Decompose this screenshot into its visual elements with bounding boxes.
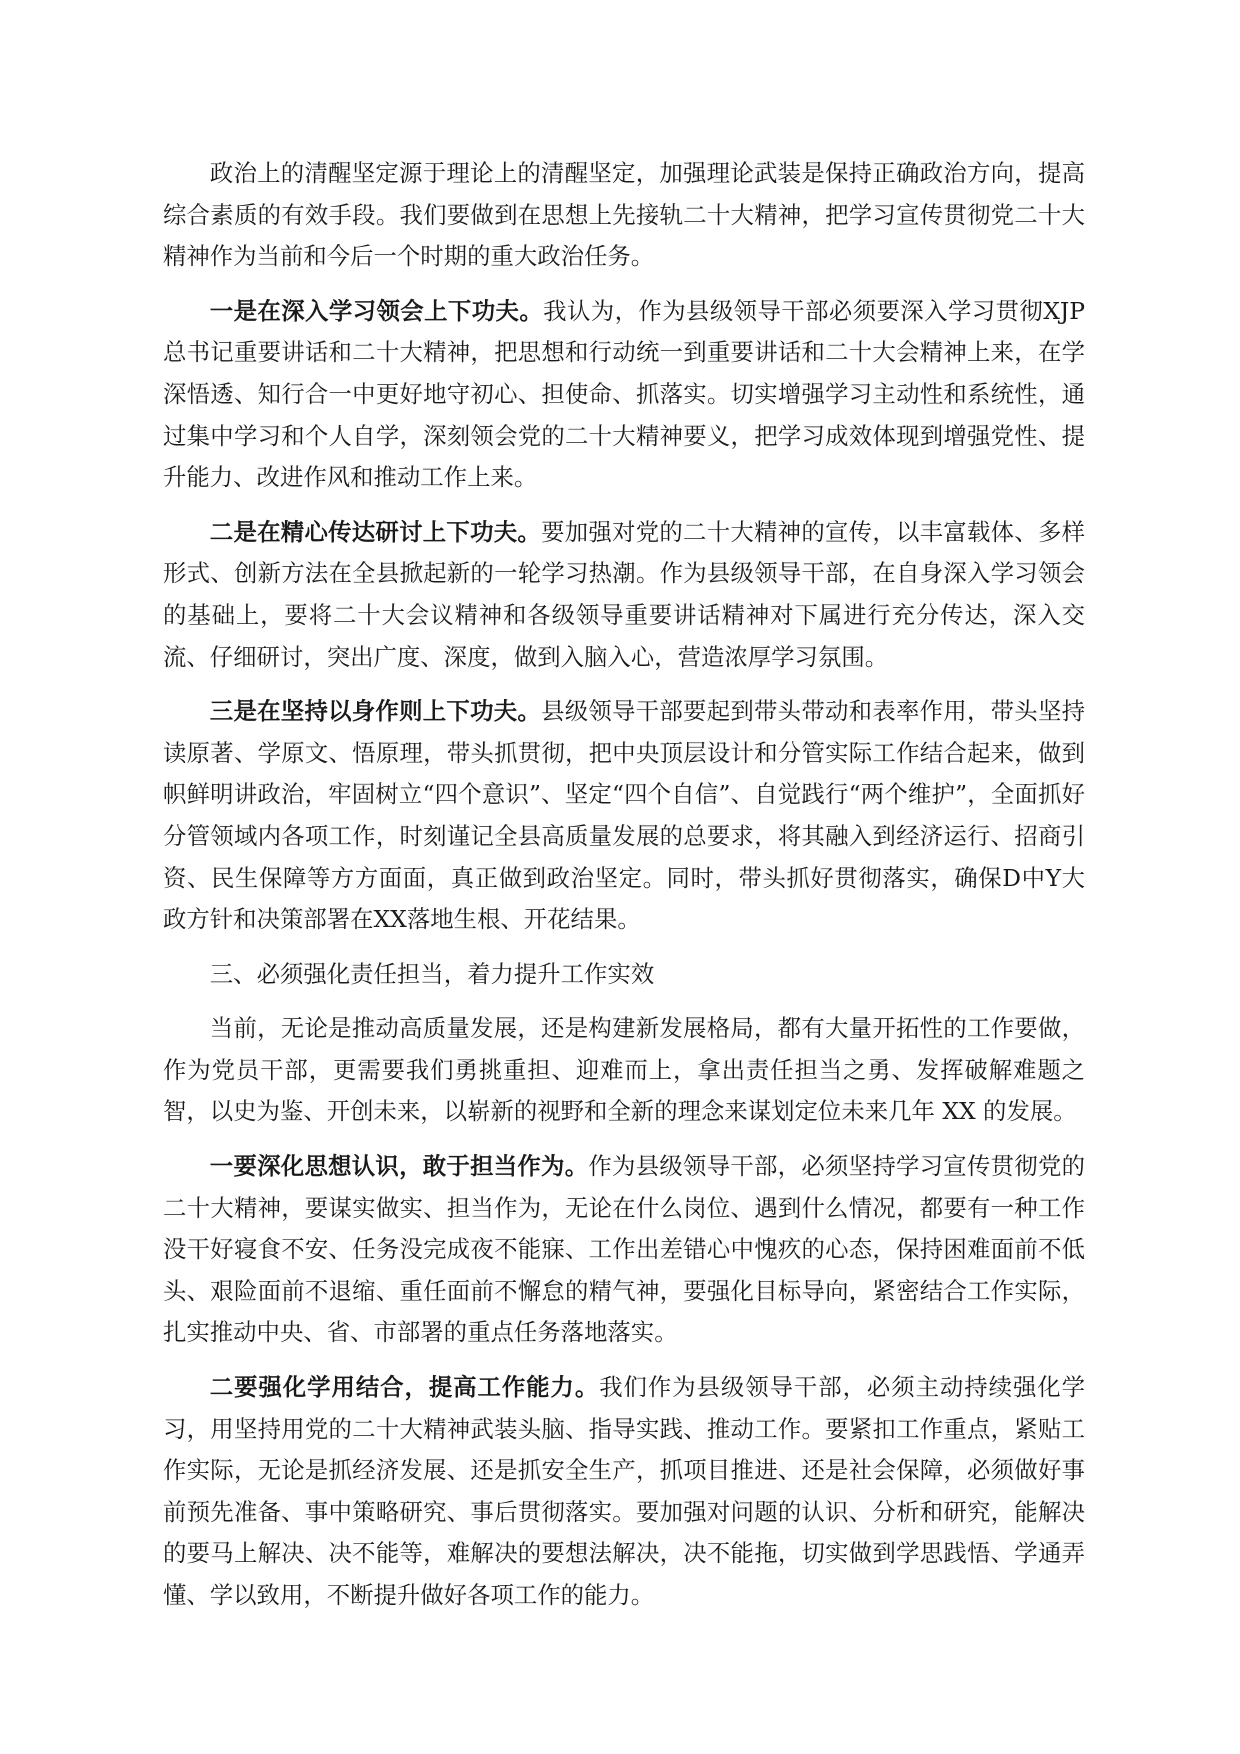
section-heading <box>163 954 1085 996</box>
paragraph-point-3 <box>163 691 1085 941</box>
paragraph-text: 要加强对党的二十大精神的宣传，以丰富载体、多样形式、创新方法在全县掀起新的一轮学习热潮。作为县级领导干部，在自身深入学习领会的基础上，要将二十大会议精神和各级领导重要讲话精神对下属进行充分传达，深入交流、仔细研讨，突出广度、深度，做到入脑入心，营造浓厚学习氛围。 <box>163 517 1086 671</box>
paragraph-intro <box>163 153 1085 278</box>
paragraph-lead: 一要深化思想认识，敢于担当作为。 <box>209 1152 589 1181</box>
paragraph-lead: 三是在坚持以身作则上下功夫。 <box>209 697 542 726</box>
paragraph-lead: 二要强化学用结合，提高工作能力。 <box>209 1373 600 1402</box>
paragraph-text: 县级领导干部要起到带头带动和表率作用，带头坚持读原著、学原文、悟原理，带头抓贯彻，把中央顶层设计和分管实际工作结合起来，做到帜鲜明讲政治，牢固树立“四个意识”、坚定“四个自信”、自觉践行“两个维护”，全面抓好分管领域内各项工作，时刻谨记全县高质量发展的总要求，将其融入到经济运行、招商引资、民生保障等方方面面，真正做到政治坚定。同时，带头抓好贯彻落实，确保D中Y大政方针和决策部署在XX落地生根、开花结果。 <box>163 697 1086 934</box>
paragraph-text: 我认为，作为县级领导干部必须要深入学习贯彻XJP总书记重要讲话和二十大精神，把思想和行动统一到重要讲话和二十大会精神上来，在学深悟透、知行合一中更好地守初心、担使命、抓落实。切实增强学习主动性和系统性，通过集中学习和个人自学，深刻领会党的二十大精神要义，把学习成效体现到增强党性、提升能力、改进作风和推动工作上来。 <box>163 296 1085 492</box>
section-heading-text: 三、必须强化责任担当，着力提升工作实效 <box>209 959 655 988</box>
document-page <box>163 153 1085 1630</box>
paragraph-text: 当前，无论是推动高质量发展，还是构建新发展格局，都有大量开拓性的工作要做，作为党员干部，更需要我们勇挑重担、迎难而上，拿出责任担当之勇、发挥破解难题之智，以史为鉴、开创未来，以崭新的视野和全新的理念来谋划定位未来几年 XX 的发展。 <box>163 1014 1085 1126</box>
paragraph-requirement-1 <box>163 1146 1085 1354</box>
paragraph-point-2 <box>163 512 1085 678</box>
paragraph-text: 作为县级领导干部，必须坚持学习宣传贯彻党的二十大精神，要谋实做实、担当作为，无论在什么岗位、遇到什么情况，都要有一种工作没干好寝食不安、任务没完成夜不能寐、工作出差错心中愧疚的心态，保持困难面前不低头、艰险面前不退缩、重任面前不懈怠的精气神，要强化目标导向，紧密结合工作实际，扎实推动中央、省、市部署的重点任务落地落实。 <box>163 1152 1086 1347</box>
paragraph-requirement-2 <box>163 1367 1085 1617</box>
paragraph-text: 我们作为县级领导干部，必须主动持续强化学习，用坚持用党的二十大精神武装头脑、指导实践、推动工作。要紧扣工作重点，紧贴工作实际，无论是抓经济发展、还是抓安全生产，抓项目推进、还是社会保障，必须做好事前预先准备、事中策略研究、事后贯彻落实。要加强对问题的认识、分析和研究，能解决的要马上解决、决不能等，难解决的要想法解决，决不能拖，切实做到学思践悟、学通弄懂、学以致用，不断提升做好各项工作的能力。 <box>163 1373 1086 1609</box>
paragraph-point-1 <box>163 291 1085 499</box>
paragraph-lead: 二是在精心传达研讨上下功夫。 <box>209 517 542 546</box>
paragraph-text: 政治上的清醒坚定源于理论上的清醒坚定，加强理论武装是保持正确政治方向，提高综合素质的有效手段。我们要做到在思想上先接轨二十大精神，把学习宣传贯彻党二十大精神作为当前和今后一个时期的重大政治任务。 <box>163 159 1085 271</box>
paragraph-lead: 一是在深入学习领会上下功夫。 <box>209 296 544 325</box>
paragraph-section-intro <box>163 1008 1085 1133</box>
